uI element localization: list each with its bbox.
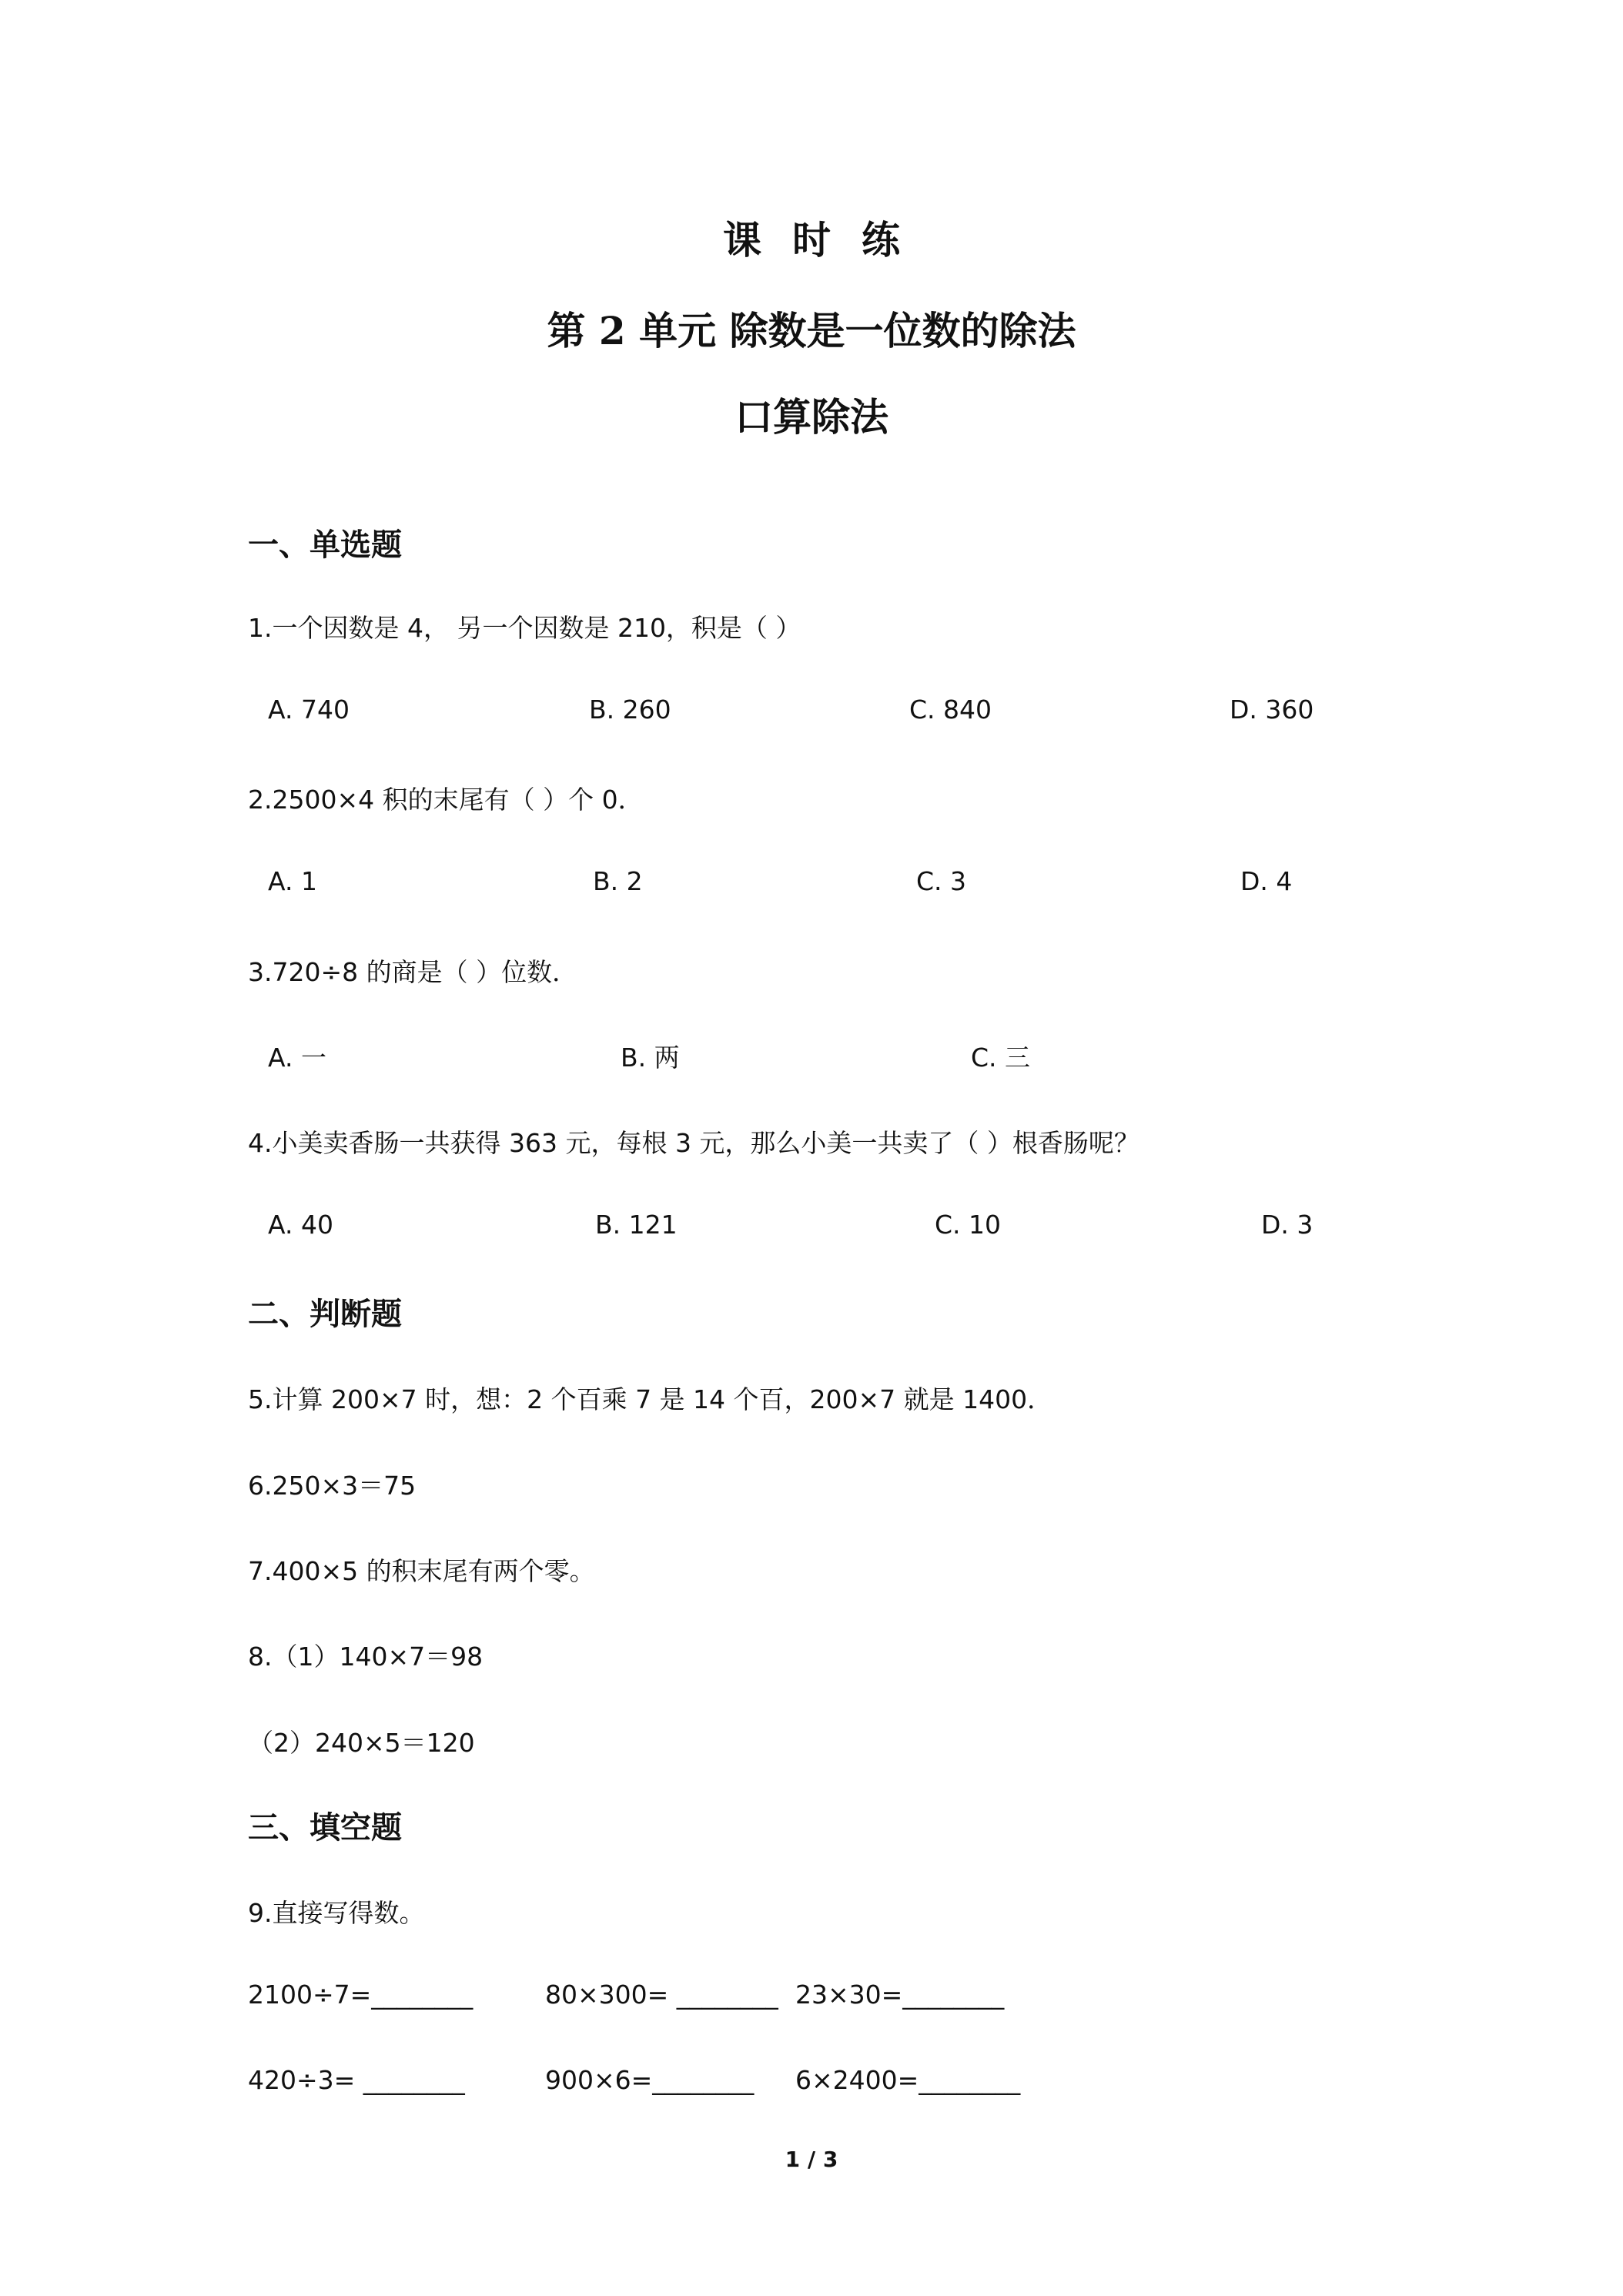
page-number: 1 / 3 (785, 2147, 838, 2172)
question-4: 4.小美卖香肠一共获得 363 元，每根 3 元，那么小美一共卖了（ ）根香肠呢？ (248, 1128, 1139, 1158)
question-5: 5.计算 200×7 时，想：2 个百乘 7 是 14 个百，200×7 就是 1400． (248, 1384, 1053, 1414)
question-7: 7.400×5 的积末尾有两个零。 (248, 1556, 595, 1586)
q1-option-b: B. 260 (589, 694, 671, 725)
q2-option-b: B. 2 (593, 866, 643, 896)
fill-item-2: 80×300= ________ (545, 1980, 778, 2010)
q1-option-c: C. 840 (909, 694, 992, 725)
question-6: 6.250×3＝75 (248, 1471, 417, 1501)
q1-option-d: D. 360 (1230, 694, 1314, 725)
q4-option-d: D. 3 (1261, 1210, 1313, 1240)
q1-option-a: A. 740 (268, 694, 350, 725)
section-heading-fill-in: 三、填空题 (248, 1810, 402, 1846)
question-9: 9.直接写得数。 (248, 1898, 425, 1928)
section-heading-single-choice: 一、单选题 (248, 527, 402, 563)
question-8-part-2: （2）240×5＝120 (248, 1728, 475, 1758)
q4-option-a: A. 40 (268, 1210, 333, 1240)
fill-item-6: 6×2400=________ (795, 2065, 1021, 2095)
doc-title: 课时练 (723, 217, 931, 263)
lesson-title: 口算除法 (735, 394, 888, 440)
unit-title: 第 2 单元 除数是一位数的除法 (547, 308, 1076, 353)
q3-option-a: A. 一 (268, 1043, 326, 1073)
q4-option-c: C. 10 (935, 1210, 1002, 1240)
question-8-part-1: 8.（1）140×7＝98 (248, 1642, 484, 1672)
fill-item-1: 2100÷7=________ (248, 1980, 474, 2010)
q2-option-d: D. 4 (1240, 866, 1293, 896)
q3-option-b: B. 两 (621, 1043, 680, 1073)
q4-option-b: B. 121 (595, 1210, 678, 1240)
q2-option-c: C. 3 (916, 866, 967, 896)
question-2: 2.2500×4 积的末尾有（ ）个 0． (248, 785, 644, 815)
fill-item-3: 23×30=________ (795, 1980, 1005, 2010)
q2-option-a: A. 1 (268, 866, 317, 896)
question-1: 1.一个因数是 4， 另一个因数是 210，积是（ ） (248, 613, 801, 643)
q3-option-c: C. 三 (971, 1043, 1031, 1073)
fill-item-5: 900×6=________ (545, 2065, 755, 2095)
section-heading-true-false: 二、判断题 (248, 1297, 402, 1332)
fill-item-4: 420÷3= ________ (248, 2065, 465, 2095)
question-3: 3.720÷8 的商是（ ）位数． (248, 957, 578, 987)
